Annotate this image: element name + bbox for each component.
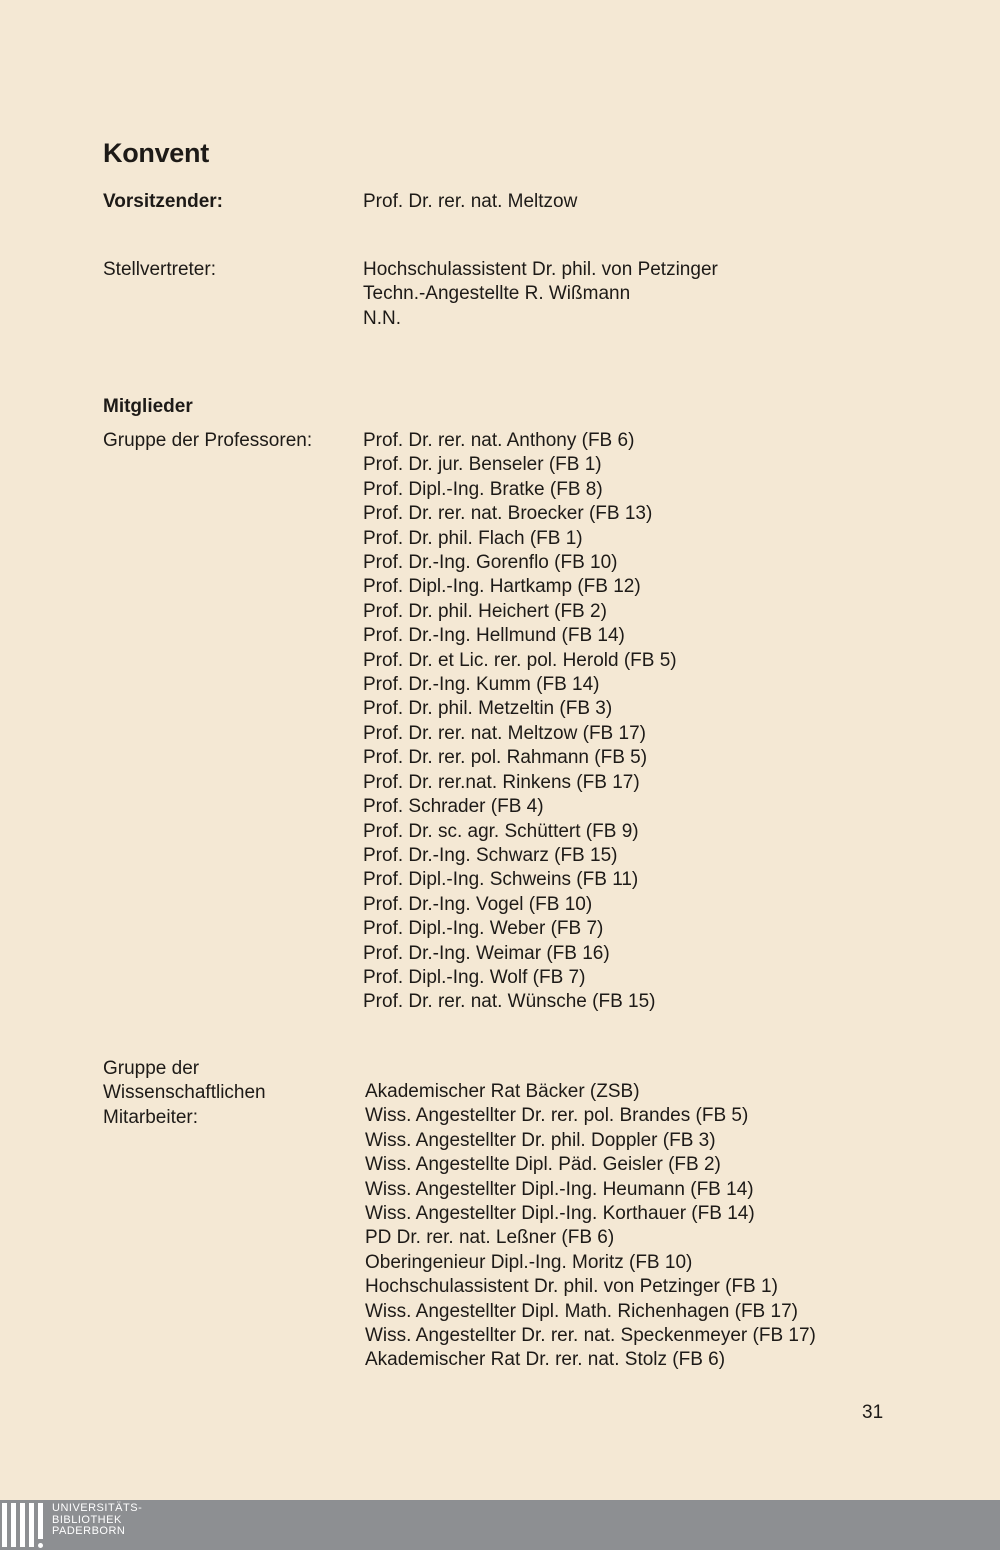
- chair-name: [363, 190, 577, 214]
- list-item: Prof. Dipl.-Ing. Hartkamp (FB 12): [363, 576, 641, 598]
- label-line: Gruppe der: [103, 1058, 200, 1079]
- library-logo-text: [52, 1503, 142, 1538]
- chair-label: Vorsitzender:: [103, 191, 224, 212]
- list-item: Prof. Dr.-Ing. Gorenflo (FB 10): [363, 552, 618, 574]
- list-item: Prof. Dr. sc. agr. Schüttert (FB 9): [363, 820, 639, 842]
- logo-line: BIBLIOTHEK: [52, 1513, 122, 1526]
- library-footer: [0, 1500, 1000, 1550]
- list-item: Prof. Dipl.-Ing. Weber (FB 7): [363, 918, 604, 940]
- deputies-label: Stellvertreter:: [103, 259, 216, 280]
- list-item: Prof. Dipl.-Ing. Schweins (FB 11): [363, 869, 639, 891]
- list-item: Prof. Dr. phil. Heichert (FB 2): [363, 600, 607, 622]
- list-item: Prof. Dr. et Lic. rer. pol. Herold (FB 5): [363, 649, 677, 671]
- list-item: Wiss. Angestellter Dipl. Math. Richenhagen (FB 17): [365, 1300, 798, 1322]
- list-item: Prof. Dr. rer. nat. Meltzow (FB 17): [363, 722, 646, 744]
- list-item: Prof. Dr. jur. Benseler (FB 1): [363, 454, 602, 476]
- list-item: Techn.-Angestellte R. Wißmann: [363, 283, 631, 305]
- list-item: Akademischer Rat Dr. rer. nat. Stolz (FB 6): [365, 1349, 726, 1371]
- list-item: Prof. Dr. rer. pol. Rahmann (FB 5): [363, 747, 648, 769]
- list-item: Wiss. Angestellter Dr. rer. nat. Speckenmeyer (FB 17): [365, 1325, 816, 1347]
- chair-name-text: Prof. Dr. rer. nat. Meltzow: [363, 191, 578, 212]
- list-item: Prof. Dipl.-Ing. Wolf (FB 7): [363, 966, 586, 988]
- list-item: Hochschulassistent Dr. phil. von Petzinger: [363, 259, 718, 280]
- list-item: Wiss. Angestellter Dr. rer. pol. Brandes (FB 5): [365, 1105, 749, 1127]
- professors-label: Gruppe der Professoren:: [103, 430, 313, 451]
- logo-line: PADERBORN: [52, 1525, 126, 1537]
- scientific-staff-list: [365, 1080, 816, 1373]
- list-item: Akademischer Rat Bäcker (ZSB): [365, 1081, 640, 1102]
- list-item: Prof. Dr.-Ing. Vogel (FB 10): [363, 893, 593, 915]
- list-item: Prof. Dr.-Ing. Schwarz (FB 15): [363, 844, 618, 866]
- page-title: Konvent: [103, 138, 209, 168]
- list-item: Wiss. Angestellter Dipl.-Ing. Heumann (FB 14): [365, 1178, 754, 1200]
- professors-list: [363, 429, 677, 1015]
- list-item: PD Dr. rer. nat. Leßner (FB 6): [365, 1227, 615, 1249]
- list-item: Prof. Dr.-Ing. Hellmund (FB 14): [363, 625, 625, 647]
- list-item: Prof. Dr. rer. nat. Anthony (FB 6): [363, 430, 635, 451]
- list-item: Wiss. Angestellte Dipl. Päd. Geisler (FB 2): [365, 1154, 721, 1176]
- list-item: N.N.: [363, 307, 401, 329]
- list-item: Prof. Schrader (FB 4): [363, 796, 544, 818]
- list-item: Prof. Dr. rer. nat. Broecker (FB 13): [363, 503, 653, 525]
- label-line: Wissenschaftlichen: [103, 1082, 266, 1104]
- list-item: Prof. Dr.-Ing. Weimar (FB 16): [363, 942, 610, 964]
- list-item: Prof. Dr. rer.nat. Rinkens (FB 17): [363, 771, 640, 793]
- list-item: Prof. Dr.-Ing. Kumm (FB 14): [363, 674, 600, 696]
- scientific-staff-label: [103, 1057, 266, 1130]
- page-number: 31: [862, 1402, 884, 1423]
- list-item: Prof. Dr. phil. Flach (FB 1): [363, 527, 583, 549]
- list-item: Prof. Dipl.-Ing. Bratke (FB 8): [363, 478, 603, 500]
- list-item: Wiss. Angestellter Dipl.-Ing. Korthauer (FB 14): [365, 1203, 755, 1225]
- list-item: Hochschulassistent Dr. phil. von Petzinger (FB 1): [365, 1276, 778, 1298]
- label-line: Mitarbeiter:: [103, 1106, 199, 1128]
- list-item: Wiss. Angestellter Dr. phil. Doppler (FB 3): [365, 1129, 716, 1151]
- list-item: Prof. Dr. rer. nat. Wünsche (FB 15): [363, 991, 656, 1013]
- library-logo-icon: [2, 1503, 46, 1547]
- deputies-list: [363, 258, 718, 331]
- members-heading: Mitglieder: [103, 396, 193, 417]
- logo-line: UNIVERSITÄTS-: [52, 1502, 143, 1514]
- list-item: Prof. Dr. phil. Metzeltin (FB 3): [363, 698, 613, 720]
- list-item: Oberingenieur Dipl.-Ing. Moritz (FB 10): [365, 1251, 693, 1273]
